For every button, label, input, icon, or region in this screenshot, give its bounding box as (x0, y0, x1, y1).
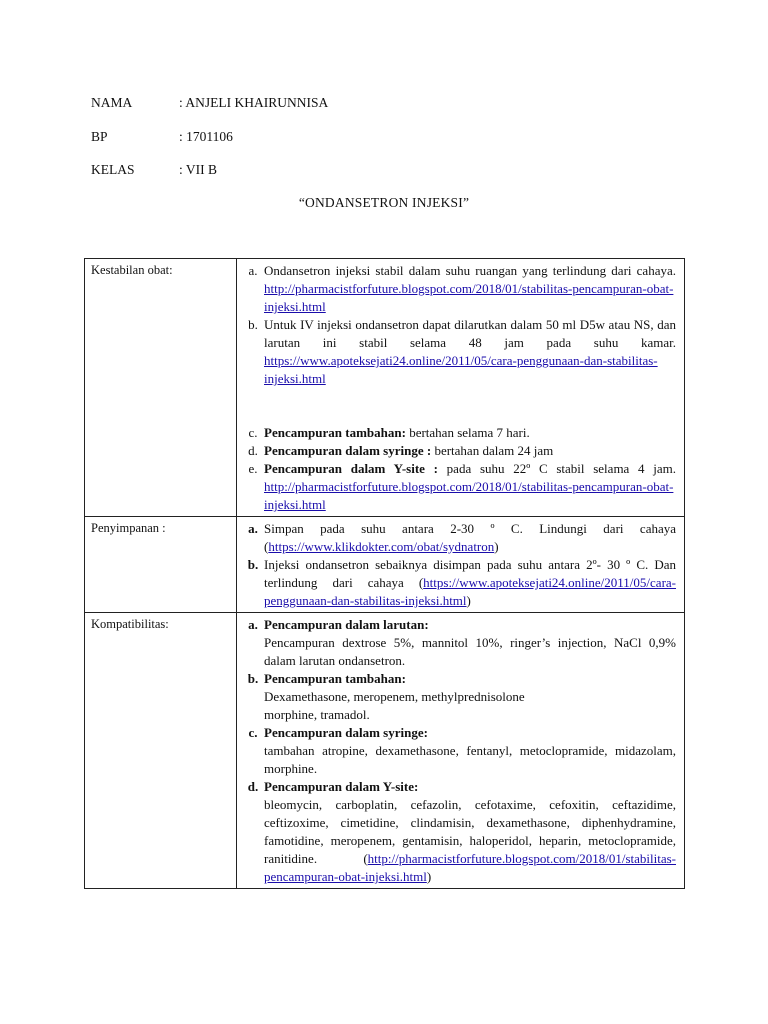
list-item (242, 616, 676, 670)
nama-line (91, 95, 328, 111)
list-item (242, 262, 676, 316)
text-span: tambahan atropine, dexamethasone, fentanyl, metoclopramide, midazolam, morphine. (264, 743, 676, 776)
row-content (237, 613, 685, 889)
kelas-label: KELAS (91, 162, 135, 177)
text-span: Ondansetron injeksi stabil dalam suhu ruangan yang terlindung dari cahaya. (264, 263, 676, 278)
reference-link[interactable]: http://pharmacistforfuture.blogspot.com/2018/01/stabilitas-pencampuran-obat-injeksi.html (264, 281, 674, 314)
list-marker: d. (248, 443, 258, 458)
bold-heading: Pencampuran dalam syringe: (264, 725, 428, 740)
list-item (242, 724, 676, 778)
row-label: Penyimpanan : (85, 517, 237, 613)
reference-link[interactable]: http://pharmacistforfuture.blogspot.com/2018/01/stabilitas-pencampuran-obat-injeksi.html (264, 479, 674, 512)
list-item (242, 556, 676, 610)
list-text (264, 316, 676, 388)
nama-value: : ANJELI KHAIRUNNISA (179, 95, 329, 110)
bp-label: BP (91, 129, 108, 144)
list-item (242, 520, 676, 556)
table-row (85, 517, 685, 613)
list-item (242, 316, 676, 388)
list-text (264, 520, 676, 556)
reference-link[interactable]: https://www.klikdokter.com/obat/sydnatron (268, 539, 495, 554)
list-item (242, 424, 676, 442)
list-text (264, 460, 676, 514)
bold-heading: Pencampuran tambahan: (264, 671, 406, 686)
text-span: morphine, tramadol. (264, 707, 370, 722)
text-span: bertahan selama 7 hari. (405, 425, 530, 440)
bp-value: : 1701106 (179, 129, 233, 144)
document-title: “ONDANSETRON INJEKSI” (298, 195, 470, 210)
list-text (264, 262, 676, 316)
list-text (264, 670, 676, 724)
text-span: bleomycin, carboplatin, cefazolin, cefotaxime, cefoxitin, ceftazidime, ceftizoxime, cimetidine, clindamisin, dexamethasone, diphenhydramine, famotidine, meropenem, gentamisin, haloperidol, heparin, metoclopramide, ranitidine. ( (264, 797, 676, 866)
list-text (264, 556, 676, 610)
list-text (264, 724, 676, 778)
row-content (237, 259, 685, 517)
bold-heading: Pencampuran dalam Y-site : (264, 461, 438, 476)
list-item (242, 460, 676, 514)
list-marker: c. (248, 425, 258, 440)
nama-label: NAMA (91, 95, 133, 110)
reference-link[interactable]: https://www.apoteksejati24.online/2011/05/cara-penggunaan-dan-stabilitas-injeksi.html (264, 353, 658, 386)
text-span: ) (466, 593, 471, 608)
drug-info-table (84, 258, 685, 889)
text-span: pada suhu 22º C stabil selama 4 jam. (437, 461, 676, 476)
text-span: ) (426, 869, 432, 884)
list-marker: a. (248, 617, 258, 632)
row-content (237, 517, 685, 613)
text-span: Simpan pada suhu antara 2-30 º C. Lindungi dari cahaya ( (264, 521, 676, 554)
list-marker: b. (248, 317, 258, 332)
list-marker: a. (248, 263, 258, 278)
text-span: Injeksi ondansetron sebaiknya disimpan pada suhu antara 2º- 30 º C. Dan terlindung dari cahaya ( (264, 557, 676, 590)
list-marker: a. (248, 521, 258, 536)
text-span: Pencampuran dextrose 5%, mannitol 10%, ringer’s injection, NaCl 0,9% dalam larutan ondansetron. (264, 635, 676, 668)
list-text (264, 442, 676, 460)
list-marker: d. (247, 779, 259, 794)
bold-heading: Pencampuran dalam syringe : (264, 443, 432, 458)
list-marker: b. (247, 557, 259, 572)
list-item (242, 442, 676, 460)
list-text (264, 616, 676, 670)
table-row (85, 613, 685, 889)
text-span: bertahan dalam 24 jam (431, 443, 554, 458)
reference-link[interactable]: https://www.apoteksejati24.online/2011/05/cara-penggunaan-dan-stabilitas-injeksi.html (264, 575, 676, 608)
list-marker: e. (248, 461, 258, 476)
row-label: Kompatibilitas: (85, 613, 237, 889)
kelas-line (91, 162, 217, 178)
list-text (264, 424, 676, 442)
list-marker: c. (248, 725, 258, 740)
list-text (264, 778, 676, 886)
bold-heading: Pencampuran dalam larutan: (264, 617, 429, 632)
text-span: Dexamethasone, meropenem, methylprednisolone (264, 689, 525, 704)
list-item (242, 778, 676, 886)
kelas-value: : VII B (179, 162, 218, 177)
bold-heading: Pencampuran tambahan: (264, 425, 406, 440)
text-span: ) (494, 539, 499, 554)
bold-heading: Pencampuran dalam Y-site: (264, 779, 419, 794)
text-span: Untuk IV injeksi ondansetron dapat dilarutkan dalam 50 ml D5w atau NS, dan larutan ini stabil selama 48 jam pada suhu kamar. (264, 317, 676, 350)
list-item (242, 670, 676, 724)
bp-line (91, 129, 233, 145)
reference-link[interactable]: http://pharmacistforfuture.blogspot.com/2018/01/stabilitas-pencampuran-obat-injeksi.html (264, 851, 676, 884)
list-marker: b. (247, 671, 259, 686)
table-row (85, 259, 685, 517)
row-label: Kestabilan obat: (85, 259, 237, 517)
